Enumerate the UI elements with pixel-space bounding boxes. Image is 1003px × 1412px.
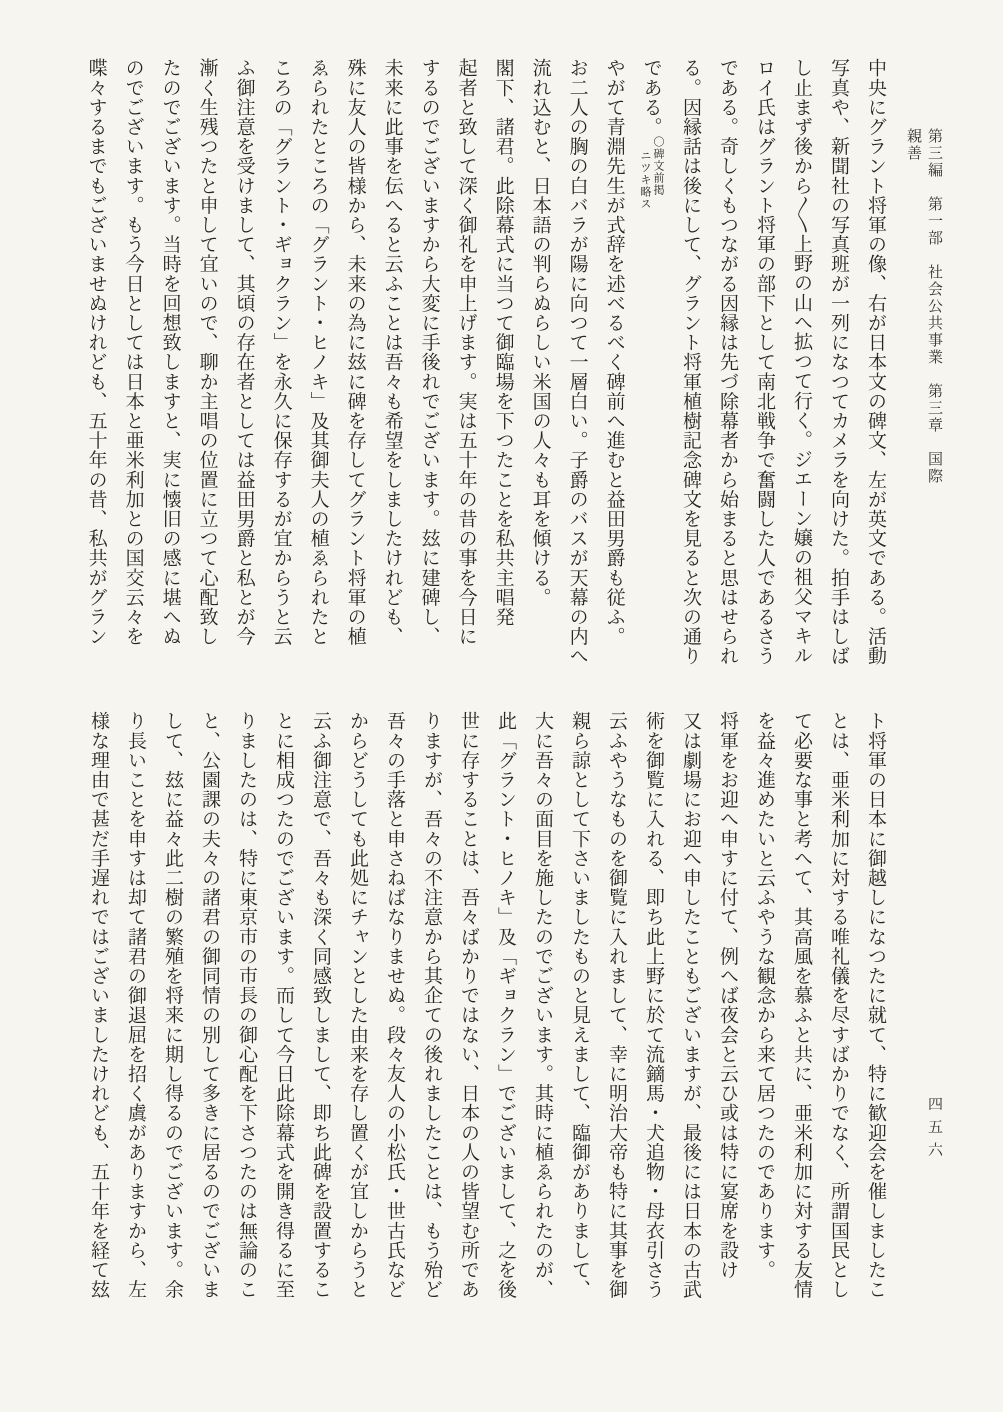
text-line: 未来に此事を伝へると云ふことは吾々も希望をしましたけれども、	[381, 58, 403, 646]
text-line: る。因縁話は後にして、グラント将軍植樹記念碑文を見ると次の通り	[680, 58, 701, 666]
text-line: 流れ込むと、日本語の判らぬらしい米国の人々も耳を傾ける。	[529, 58, 551, 607]
text-line: ト将軍の日本に御越しになつたに就て、特に歓迎会を催しましたこ	[865, 711, 886, 1299]
text-line: ころの「グラント・ギョクラン」を永久に保存するが宜からうと云	[270, 58, 292, 646]
text-line: 漸く生残つたと申して宜いので、聊か主唱の位置に立つて心配致し	[196, 58, 218, 646]
text-line: して、玆に益々此二樹の繁殖を将来に期し得るのでございます。余	[162, 711, 183, 1299]
warichu-note	[638, 136, 664, 210]
text-line-lead: である。	[640, 58, 662, 137]
text-line: である。奇しくもつながる因縁は先づ除幕者から始まると思はせられ	[717, 58, 738, 666]
text-line: ふ御注意を受けまして、其頃の存在者としては益田男爵と私とが今	[233, 58, 255, 646]
text-line: 閣下、諸君。此除幕式に当つて御臨場を下つたことを私共主唱発	[492, 58, 514, 627]
text-line	[633, 58, 672, 676]
text-line: するのでございますから大変に手後れでございます。玆に建碑し、	[418, 58, 440, 646]
bottom-text-block	[80, 711, 894, 1329]
text-line: 様な理由で甚だ手遅れではございましたけれども、五十年を経て玆	[88, 711, 109, 1299]
text-line: し止まず後から〳〵上野の山へ拡つて行く。ジエーン嬢の祖父マキル	[791, 58, 812, 665]
text-line: たのでございます。当時を回想致しますと、実に懐旧の感に堪へぬ	[159, 58, 181, 646]
warichu-line: 〇碑文前掲	[652, 136, 664, 197]
text-line: 云ふ御注意で、吾々も深く同感致しまして、即ち此碑を設置するこ	[310, 711, 331, 1299]
text-line: お二人の胸の白バラが陽に向つて一層白い。子爵のバスが天幕の内へ	[566, 58, 588, 666]
text-line: 大に吾々の面目を施したのでございます。其時に植ゑられたのが、	[532, 711, 553, 1299]
text-line: のでございます。もう今日としては日本と亜米利加との国交云々を	[122, 58, 144, 646]
text-line: 吾々の手落と申さねばなりませぬ。段々友人の小松氏・世古氏など	[384, 711, 405, 1299]
text-line: ロイ氏はグラント将軍の部下として南北戦争で奮闘した人であるさう	[754, 58, 775, 666]
text-line: 起者と致して深く御礼を申上げます。実は五十年の昔の事を今日に	[455, 58, 477, 646]
top-text-block	[80, 58, 894, 676]
text-line: を益々進めたいと云ふやうな観念から来て居つたのであります。	[754, 711, 775, 1280]
text-line: り長いことを申すは却て諸君の御退屈を招く虞がありますから、左	[125, 711, 146, 1299]
text-line: 中央にグラント将軍の像、右が日本文の碑文、左が英文である。活動	[865, 58, 886, 666]
text-line: て必要な事と考へて、其高風を慕ふと共に、亜米利加に対する友情	[791, 711, 812, 1299]
text-line: とに相成つたのでございます。而して今日此除幕式を開き得るに至	[273, 711, 294, 1299]
text-line: 喋々するまでもございませぬけれども、五十年の昔、私共がグラン	[85, 58, 107, 646]
text-line: 世に存することは、吾々ばかりではない、日本の人の皆望む所であ	[458, 711, 479, 1299]
text-line: とは、亜米利加に対する唯礼儀を尽すばかりでなく、所謂国民とし	[828, 711, 849, 1299]
text-line: ゑられたところの「グラント・ヒノキ」及其御夫人の植ゑられたと	[307, 58, 329, 646]
text-line: 術を御覧に入れる、即ち此上野に於て流鏑馬・犬追物・母衣引さう	[643, 711, 664, 1299]
text-line: りますが、吾々の不注意から其企ての後れましたことは、もう殆ど	[421, 711, 442, 1299]
page-number: 四五六	[926, 1096, 942, 1165]
text-line: と、公園課の夫々の諸君の御同情の別して多きに居るのでございま	[199, 711, 220, 1299]
text-line: 又は劇場にお迎へ申したこともございますが、最後には日本の古武	[680, 711, 701, 1299]
running-header: 第三編 第一部 社会公共事業 第三章 国際親善	[905, 128, 942, 485]
text-line: 云ふやうなものを御覧に入れまして、幸に明治大帝も特に其事を御	[606, 711, 627, 1299]
text-line: 親ら諒として下さいましたものと見えまして、臨御がありまして、	[569, 711, 590, 1299]
text-line: やがて青淵先生が式辞を述べるべく碑前へ進むと益田男爵も従ふ。	[603, 58, 625, 646]
text-line: 将軍をお迎へ申すに付て、例へば夜会と云ひ或は特に宴席を設け	[717, 711, 738, 1280]
warichu-line: ニツキ略ス	[639, 150, 651, 211]
text-line: からどうしても此処にチャンとした由来を存し置くが宜しからうと	[347, 711, 368, 1299]
text-line: 写真や、新聞社の写真班が一列になつてカメラを向けた。拍手はしば	[828, 58, 849, 666]
text-line: 殊に友人の皆様から、未来の為に玆に碑を存してグラント将軍の植	[344, 58, 366, 646]
text-line: りましたのは、特に東京市の市長の御心配を下さつたのは無論のこ	[236, 711, 257, 1299]
text-line: 此「グラント・ヒノキ」及「ギョクラン」でございまして、之を後	[495, 711, 516, 1299]
